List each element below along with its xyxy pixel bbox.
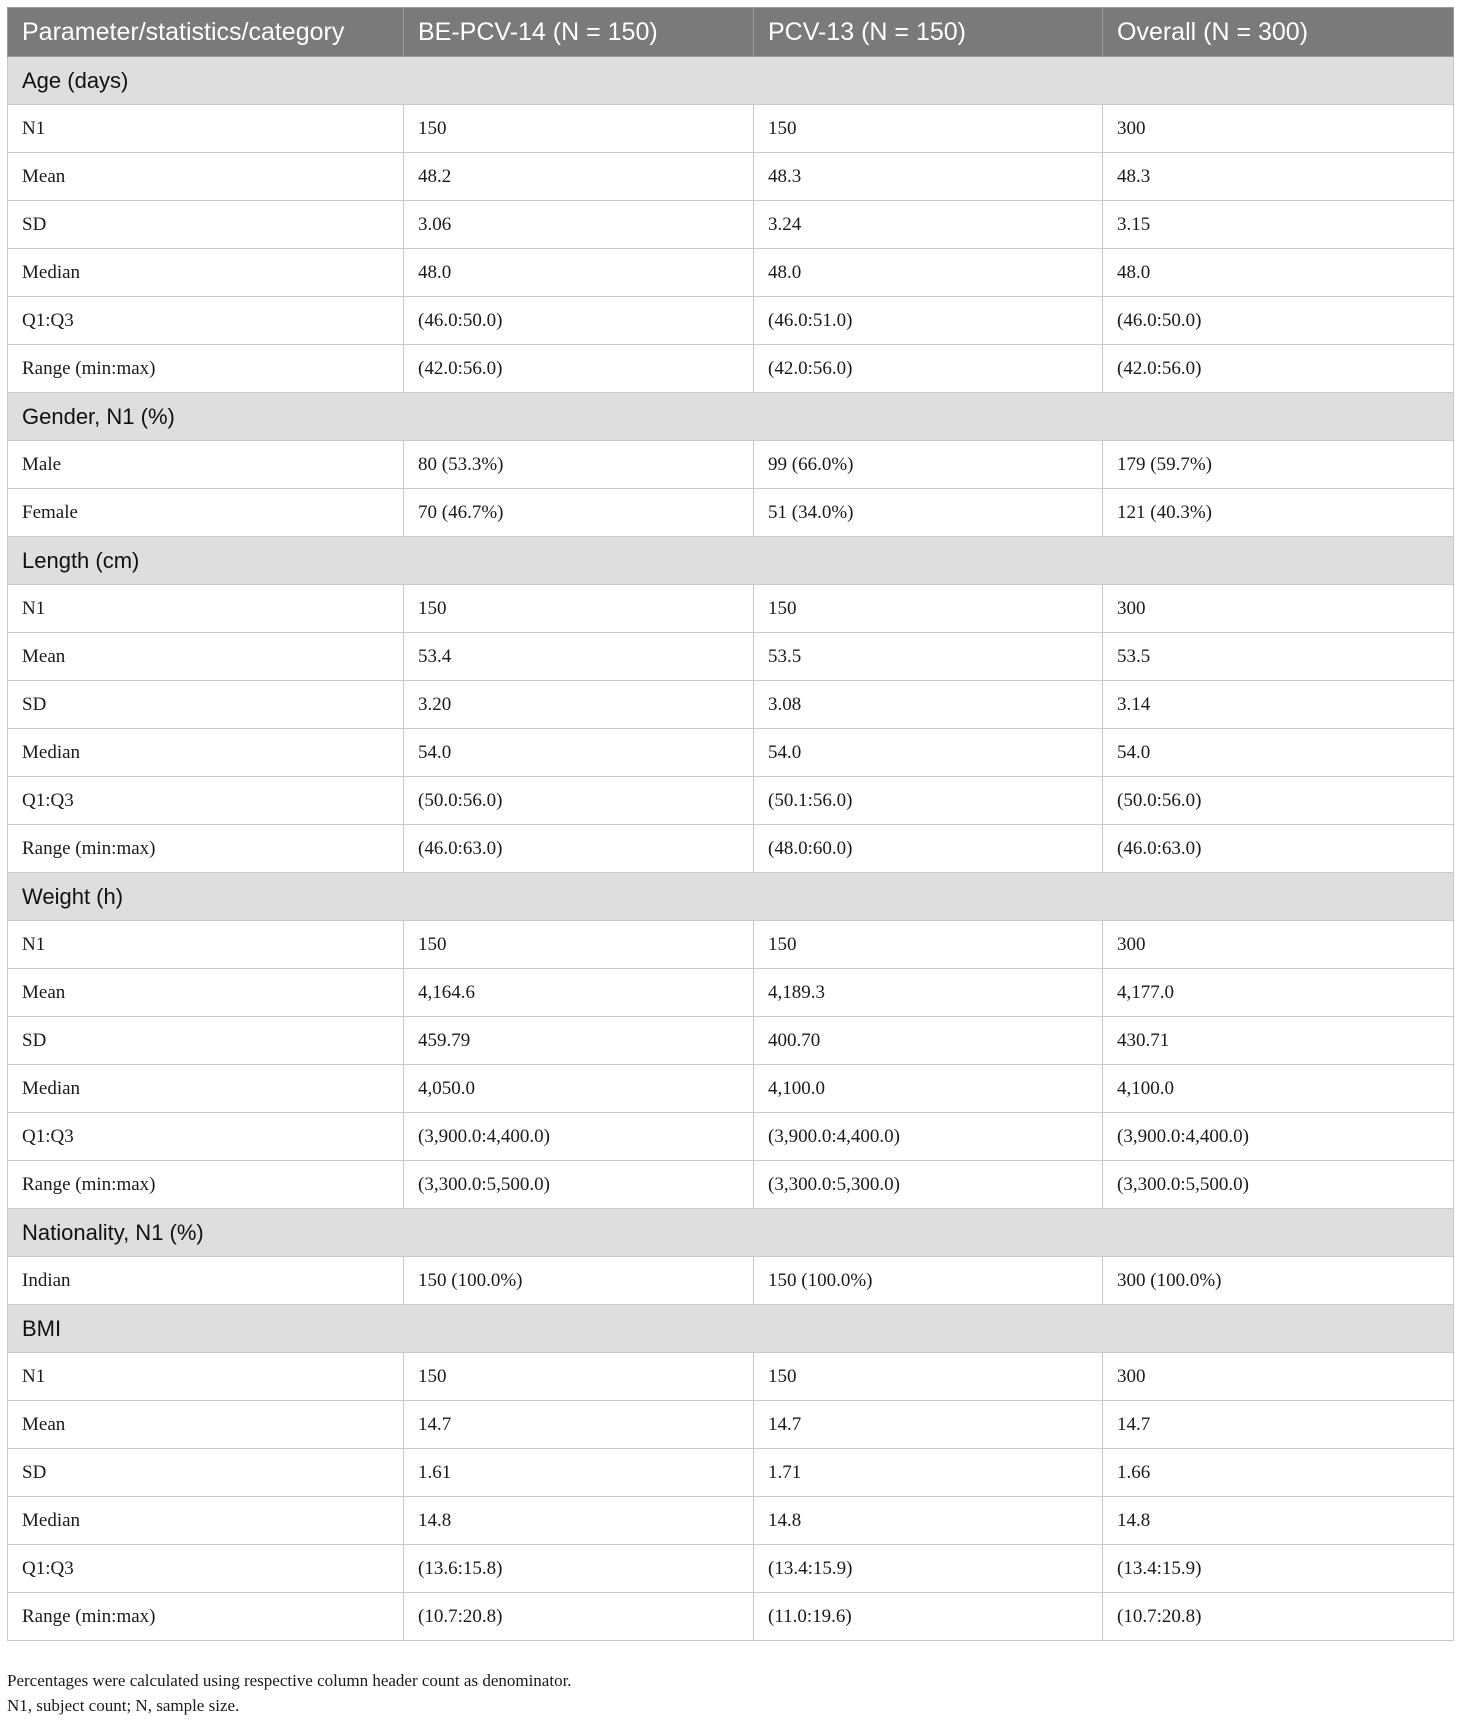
- cell-overall: 300: [1103, 921, 1454, 969]
- cell-be-pcv-14: 150 (100.0%): [404, 1257, 754, 1305]
- footnote-percentages: Percentages were calculated using respective column header count as denominator.: [7, 1671, 572, 1690]
- row-label: Median: [8, 1497, 404, 1545]
- cell-be-pcv-14: (46.0:50.0): [404, 297, 754, 345]
- cell-pcv-13: 1.71: [754, 1449, 1103, 1497]
- cell-overall: (3,900.0:4,400.0): [1103, 1113, 1454, 1161]
- cell-pcv-13: (3,300.0:5,300.0): [754, 1161, 1103, 1209]
- cell-overall: 48.0: [1103, 249, 1454, 297]
- table-row: [8, 441, 1454, 489]
- table-body: [8, 57, 1454, 1641]
- cell-be-pcv-14: (46.0:63.0): [404, 825, 754, 873]
- row-label: SD: [8, 681, 404, 729]
- cell-overall: 14.7: [1103, 1401, 1454, 1449]
- cell-pcv-13: (42.0:56.0): [754, 345, 1103, 393]
- cell-be-pcv-14: 150: [404, 585, 754, 633]
- row-label: N1: [8, 585, 404, 633]
- cell-pcv-13: 48.3: [754, 153, 1103, 201]
- row-label: SD: [8, 201, 404, 249]
- table-row: [8, 681, 1454, 729]
- cell-overall: (13.4:15.9): [1103, 1545, 1454, 1593]
- cell-pcv-13: (48.0:60.0): [754, 825, 1103, 873]
- cell-overall: 121 (40.3%): [1103, 489, 1454, 537]
- section-title: Age (days): [8, 57, 1454, 105]
- cell-be-pcv-14: 80 (53.3%): [404, 441, 754, 489]
- row-label: N1: [8, 105, 404, 153]
- table-row: [8, 585, 1454, 633]
- cell-be-pcv-14: 14.7: [404, 1401, 754, 1449]
- cell-overall: 300: [1103, 585, 1454, 633]
- section-row: [8, 57, 1454, 105]
- cell-pcv-13: 150: [754, 921, 1103, 969]
- section-row: [8, 537, 1454, 585]
- row-label: Range (min:max): [8, 345, 404, 393]
- cell-overall: (42.0:56.0): [1103, 345, 1454, 393]
- row-label: Median: [8, 249, 404, 297]
- row-label: Q1:Q3: [8, 297, 404, 345]
- row-label: Q1:Q3: [8, 1113, 404, 1161]
- cell-pcv-13: 3.24: [754, 201, 1103, 249]
- cell-pcv-13: 3.08: [754, 681, 1103, 729]
- cell-be-pcv-14: (10.7:20.8): [404, 1593, 754, 1641]
- table-row: [8, 969, 1454, 1017]
- cell-be-pcv-14: 53.4: [404, 633, 754, 681]
- cell-be-pcv-14: 459.79: [404, 1017, 754, 1065]
- demographics-table: [7, 7, 1454, 1641]
- section-row: [8, 393, 1454, 441]
- cell-pcv-13: (50.1:56.0): [754, 777, 1103, 825]
- row-label: Female: [8, 489, 404, 537]
- section-title: Length (cm): [8, 537, 1454, 585]
- demographics-table-container: [7, 7, 1453, 1641]
- cell-overall: 300: [1103, 105, 1454, 153]
- row-label: N1: [8, 1353, 404, 1401]
- cell-overall: 1.66: [1103, 1449, 1454, 1497]
- cell-overall: 4,100.0: [1103, 1065, 1454, 1113]
- table-row: [8, 1065, 1454, 1113]
- table-row: [8, 1449, 1454, 1497]
- table-row: [8, 777, 1454, 825]
- row-label: Q1:Q3: [8, 777, 404, 825]
- cell-pcv-13: 400.70: [754, 1017, 1103, 1065]
- cell-overall: 3.15: [1103, 201, 1454, 249]
- cell-pcv-13: (46.0:51.0): [754, 297, 1103, 345]
- row-label: Mean: [8, 969, 404, 1017]
- cell-pcv-13: (11.0:19.6): [754, 1593, 1103, 1641]
- cell-be-pcv-14: (13.6:15.8): [404, 1545, 754, 1593]
- cell-be-pcv-14: 54.0: [404, 729, 754, 777]
- cell-be-pcv-14: 14.8: [404, 1497, 754, 1545]
- cell-be-pcv-14: 4,050.0: [404, 1065, 754, 1113]
- cell-pcv-13: 99 (66.0%): [754, 441, 1103, 489]
- cell-overall: 48.3: [1103, 153, 1454, 201]
- footnote-abbreviations: N1, subject count; N, sample size.: [7, 1696, 240, 1715]
- row-label: Mean: [8, 1401, 404, 1449]
- cell-be-pcv-14: 3.20: [404, 681, 754, 729]
- table-footnotes: [7, 1668, 572, 1718]
- cell-be-pcv-14: 1.61: [404, 1449, 754, 1497]
- cell-overall: (46.0:50.0): [1103, 297, 1454, 345]
- cell-be-pcv-14: 150: [404, 1353, 754, 1401]
- cell-pcv-13: 51 (34.0%): [754, 489, 1103, 537]
- cell-be-pcv-14: 48.0: [404, 249, 754, 297]
- cell-pcv-13: (13.4:15.9): [754, 1545, 1103, 1593]
- cell-pcv-13: 48.0: [754, 249, 1103, 297]
- row-label: Indian: [8, 1257, 404, 1305]
- cell-be-pcv-14: 3.06: [404, 201, 754, 249]
- section-title: Weight (h): [8, 873, 1454, 921]
- row-label: Median: [8, 729, 404, 777]
- row-label: N1: [8, 921, 404, 969]
- cell-pcv-13: 150: [754, 105, 1103, 153]
- cell-overall: 179 (59.7%): [1103, 441, 1454, 489]
- section-title: BMI: [8, 1305, 1454, 1353]
- cell-overall: 300 (100.0%): [1103, 1257, 1454, 1305]
- table-row: [8, 249, 1454, 297]
- section-title: Nationality, N1 (%): [8, 1209, 1454, 1257]
- table-row: [8, 153, 1454, 201]
- cell-overall: 430.71: [1103, 1017, 1454, 1065]
- section-row: [8, 1209, 1454, 1257]
- cell-be-pcv-14: 150: [404, 921, 754, 969]
- row-label: Q1:Q3: [8, 1545, 404, 1593]
- cell-overall: 54.0: [1103, 729, 1454, 777]
- section-title: Gender, N1 (%): [8, 393, 1454, 441]
- table-row: [8, 825, 1454, 873]
- cell-overall: (50.0:56.0): [1103, 777, 1454, 825]
- cell-overall: (46.0:63.0): [1103, 825, 1454, 873]
- cell-be-pcv-14: 48.2: [404, 153, 754, 201]
- row-label: Mean: [8, 633, 404, 681]
- table-row: [8, 345, 1454, 393]
- cell-pcv-13: 4,100.0: [754, 1065, 1103, 1113]
- cell-overall: 53.5: [1103, 633, 1454, 681]
- row-label: Male: [8, 441, 404, 489]
- header-overall: Overall (N = 300): [1103, 8, 1454, 57]
- table-row: [8, 921, 1454, 969]
- row-label: SD: [8, 1449, 404, 1497]
- table-row: [8, 489, 1454, 537]
- cell-pcv-13: 4,189.3: [754, 969, 1103, 1017]
- table-row: [8, 1257, 1454, 1305]
- row-label: Median: [8, 1065, 404, 1113]
- cell-be-pcv-14: (3,900.0:4,400.0): [404, 1113, 754, 1161]
- table-header: [8, 8, 1454, 57]
- cell-overall: 300: [1103, 1353, 1454, 1401]
- cell-pcv-13: 53.5: [754, 633, 1103, 681]
- table-row: [8, 1113, 1454, 1161]
- header-be-pcv-14: BE-PCV-14 (N = 150): [404, 8, 754, 57]
- table-row: [8, 297, 1454, 345]
- cell-pcv-13: 150: [754, 1353, 1103, 1401]
- cell-overall: (3,300.0:5,500.0): [1103, 1161, 1454, 1209]
- table-row: [8, 1017, 1454, 1065]
- cell-be-pcv-14: 70 (46.7%): [404, 489, 754, 537]
- header-parameter: Parameter/statistics/category: [8, 8, 404, 57]
- cell-be-pcv-14: 150: [404, 105, 754, 153]
- cell-overall: (10.7:20.8): [1103, 1593, 1454, 1641]
- table-row: [8, 1401, 1454, 1449]
- section-row: [8, 1305, 1454, 1353]
- cell-be-pcv-14: (50.0:56.0): [404, 777, 754, 825]
- table-row: [8, 105, 1454, 153]
- table-row: [8, 1545, 1454, 1593]
- row-label: Range (min:max): [8, 1161, 404, 1209]
- cell-overall: 14.8: [1103, 1497, 1454, 1545]
- cell-be-pcv-14: 4,164.6: [404, 969, 754, 1017]
- table-row: [8, 201, 1454, 249]
- cell-overall: 4,177.0: [1103, 969, 1454, 1017]
- table-row: [8, 633, 1454, 681]
- cell-overall: 3.14: [1103, 681, 1454, 729]
- section-row: [8, 873, 1454, 921]
- cell-pcv-13: 54.0: [754, 729, 1103, 777]
- cell-pcv-13: 14.7: [754, 1401, 1103, 1449]
- cell-pcv-13: (3,900.0:4,400.0): [754, 1113, 1103, 1161]
- cell-pcv-13: 14.8: [754, 1497, 1103, 1545]
- header-pcv-13: PCV-13 (N = 150): [754, 8, 1103, 57]
- table-row: [8, 1161, 1454, 1209]
- cell-pcv-13: 150: [754, 585, 1103, 633]
- row-label: Range (min:max): [8, 1593, 404, 1641]
- table-row: [8, 1497, 1454, 1545]
- row-label: SD: [8, 1017, 404, 1065]
- row-label: Mean: [8, 153, 404, 201]
- cell-pcv-13: 150 (100.0%): [754, 1257, 1103, 1305]
- table-row: [8, 1353, 1454, 1401]
- table-row: [8, 729, 1454, 777]
- cell-be-pcv-14: (3,300.0:5,500.0): [404, 1161, 754, 1209]
- header-row: [8, 8, 1454, 57]
- table-row: [8, 1593, 1454, 1641]
- row-label: Range (min:max): [8, 825, 404, 873]
- cell-be-pcv-14: (42.0:56.0): [404, 345, 754, 393]
